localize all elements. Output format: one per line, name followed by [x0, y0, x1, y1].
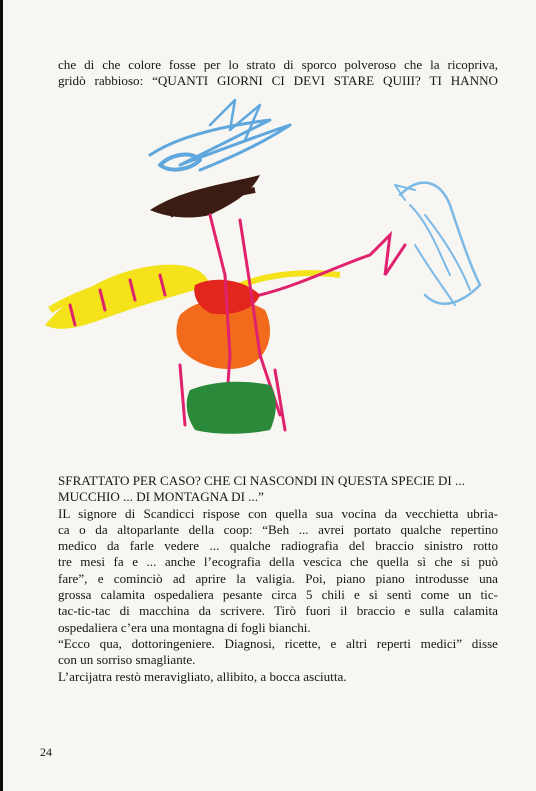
text-block-top: [58, 57, 498, 90]
text-line: con un sorriso smagliante.: [58, 652, 196, 668]
blue-scribble-top: [150, 100, 290, 170]
text-line: “Ecco qua, dottoringeniere. Diagnosi, ricette, e altri reperti medici” disse: [58, 635, 498, 651]
text-line: fare”, e cominciò ad aprire la valigia. Poi, piano piano introdusse una: [58, 570, 498, 586]
text-line: tre mesi fa e ... anche l’ecografia della vescica che quella sì che si può: [58, 554, 498, 570]
page-number: 24: [40, 745, 52, 759]
text-line: gridò rabbioso: “QUANTI GIORNI CI DEVI STARE QUIII? TI HANNO: [58, 73, 498, 89]
text-line: grossa calamita ospedaliera pesante circa 5 chili e si sentì come un tic-: [58, 587, 498, 603]
text-line: L’arcijatra restò meravigliato, allibito, a bocca asciutta.: [58, 668, 347, 684]
text-line: che di che colore fosse per lo strato di sporco polveroso che la ricopriva,: [58, 57, 498, 72]
text-line: medico da farle vedere ... qualche radiografia del braccio sinistro rotto: [58, 538, 498, 554]
brown-scribble-head: [150, 175, 260, 217]
text-line: ca o da altoparlante della coop: “Beh ... avrei portato qualche repertino: [58, 521, 498, 537]
child-drawing-illustration: [30, 95, 510, 465]
text-line: ospedaliera c’era una montagna di fogli bianchi.: [58, 619, 311, 635]
text-block-bottom: [58, 473, 498, 685]
blue-scribble-right: [395, 183, 480, 305]
page-edge: [0, 0, 3, 791]
text-line: MUCCHIO ... DI MONTAGNA DI ...”: [58, 489, 264, 505]
text-line: IL signore di Scandicci rispose con quella sua vocina da vecchietta ubria-: [58, 505, 498, 521]
green-scribble-block: [187, 382, 276, 434]
text-line: tac-tic-tac di macchina da scrivere. Tirò fuori il braccio e sulla calamita: [58, 603, 498, 619]
text-line: SFRATTATO PER CASO? CHE CI NASCONDI IN QUESTA SPECIE DI ...: [58, 473, 465, 488]
